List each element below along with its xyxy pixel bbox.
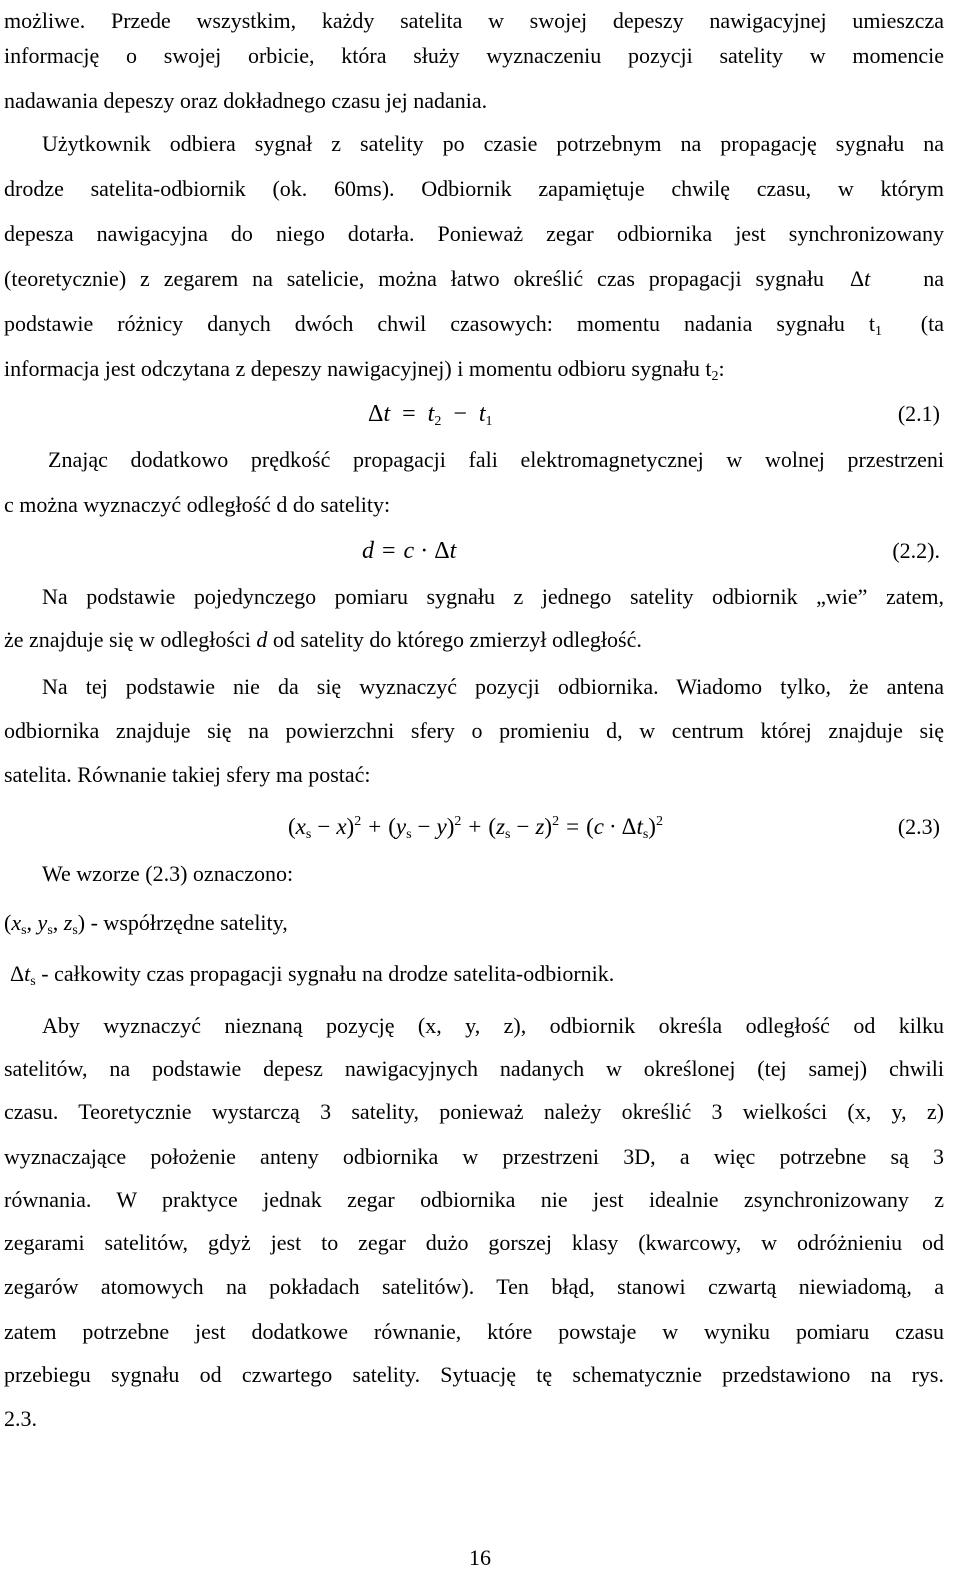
paragraph-line: nadawania depeszy oraz dokładnego czasu jej nadania.: [4, 88, 488, 113]
paragraph-line: [4, 307, 944, 341]
paragraph-line: Znając dodatkowo prędkość propagacji fali elektromagnetycznej w wolnej przestrzeni: [48, 447, 944, 472]
line-text: na: [923, 266, 944, 291]
paragraph-line: czasu. Teoretycznie wystarczą 3 satelity, ponieważ należy określić 3 wielkości (x, y, z): [4, 1099, 944, 1124]
equation-2-3: $(x_s - x)^2 + (y_s - y)^2 + (z_s - z)^2 = (c \cdot \Delta t_s)^2$: [288, 814, 663, 842]
paragraph-line: informacja jest odczytana z depeszy nawigacyjnej) i momentu odbioru sygnału $t_2$:: [4, 356, 725, 384]
paragraph-line: satelita. Równanie takiej sfery ma postać:: [4, 762, 371, 787]
equation-number: (2.3): [897, 814, 940, 839]
paragraph-line: $\Delta t_s$ - całkowity czas propagacji sygnału na drodze satelita-odbiornik.: [10, 961, 615, 989]
paragraph-line: zatem potrzebne jest dodatkowe równanie, które powstaje w wyniku pomiaru czasu: [4, 1319, 944, 1344]
paragraph-line: ($x_s$, $y_s$, $z_s$) - współrzędne satelity,: [4, 910, 288, 938]
paragraph-line: satelitów, na podstawie depesz nawigacyjnych nadanych w określonej (tej samej) chwili: [4, 1056, 944, 1081]
delta-t-symbol: Δt: [850, 266, 871, 291]
paragraph-line: 2.3.: [4, 1406, 37, 1431]
paragraph-line: depesza nawigacyjna do niego dotarła. Ponieważ zegar odbiornika jest synchronizowany: [4, 221, 944, 246]
paragraph-line: że znajduje się w odległości d od satelity do którego zmierzył odległość.: [4, 627, 642, 652]
page-number: 16: [469, 1545, 491, 1570]
equation-2-1: $\Delta t = t_2 - t_1$: [368, 401, 493, 429]
paragraph-line: [4, 262, 944, 296]
paragraph-line: drodze satelita-odbiornik (ok. 60ms). Odbiornik zapamiętuje chwilę czasu, w którym: [4, 176, 944, 201]
equation-2-2: d = c · Δt: [362, 538, 457, 564]
paragraph-line: c można wyznaczyć odległość d do satelity:: [4, 492, 391, 517]
paragraph-line: Aby wyznaczyć nieznaną pozycję (x, y, z), odbiornik określa odległość od kilku: [42, 1013, 944, 1038]
paragraph-line: przebiegu sygnału od czwartego satelity. Sytuację tę schematycznie przedstawiono na rys.: [4, 1362, 944, 1387]
paragraph-line: informację o swojej orbicie, która służy wyznaczeniu pozycji satelity w momencie: [4, 43, 944, 68]
equation-number: (2.1): [897, 401, 940, 426]
paragraph-line: Na tej podstawie nie da się wyznaczyć pozycji odbiornika. Wiadomo tylko, że antena: [42, 674, 944, 699]
paragraph-line: Na podstawie pojedynczego pomiaru sygnału z jednego satelity odbiornik „wie” zatem,: [42, 584, 944, 609]
paragraph-line: odbiornika znajduje się na powierzchni sfery o promieniu d, w centrum której znajduje się: [4, 718, 944, 743]
paragraph-line: zegarami satelitów, gdyż jest to zegar dużo gorszej klasy (kwarcowy, w odróżnieniu od: [4, 1230, 944, 1255]
paragraph-line: możliwe. Przede wszystkim, każdy satelita w swojej depeszy nawigacyjnej umieszcza: [4, 8, 944, 33]
line-text: podstawie różnicy danych dwóch chwil czasowych: momentu nadania sygnału $t_1$: [4, 311, 882, 339]
paragraph-line: wyznaczające położenie anteny odbiornika w przestrzeni 3D, a więc potrzebne są 3: [4, 1144, 944, 1169]
paragraph-line: We wzorze (2.3) oznaczono:: [42, 861, 294, 886]
paragraph-line: zegarów atomowych na pokładach satelitów). Ten błąd, stanowi czwartą niewiadomą, a: [4, 1274, 944, 1299]
equation-number: (2.2).: [892, 538, 940, 563]
line-text: (ta: [920, 311, 944, 336]
line-text: (teoretycznie) z zegarem na satelicie, można łatwo określić czas propagacji sygnału: [4, 266, 824, 291]
paragraph-line: równania. W praktyce jednak zegar odbiornika nie jest idealnie zsynchronizowany z: [4, 1187, 944, 1212]
paragraph-line: Użytkownik odbiera sygnał z satelity po czasie potrzebnym na propagację sygnału na: [42, 131, 944, 156]
